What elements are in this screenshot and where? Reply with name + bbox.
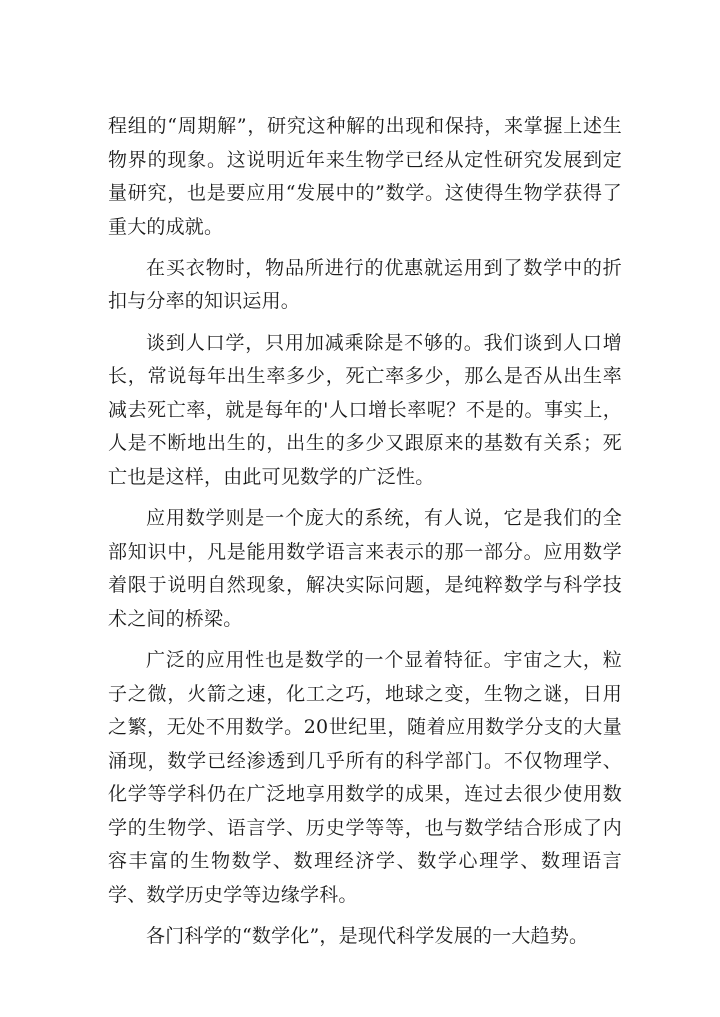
paragraph-5: 广泛的应用性也是数学的一个显着特征。宇宙之大，粒子之微，火箭之速，化工之巧，地球之变，生物之谜，日用之繁，无处不用数学。20世纪里，随着应用数学分支的大量涌现，数学已经渗透到几乎所有的科学部门。不仅物理学、化学等学科仍在广泛地享用数学的成果，连过去很少使用数学的生物学、语言学、历史学等等，也与数学结合形成了内容丰富的生物数学、数理经济学、数学心理学、数理语言学、数学历史学等边缘学科。 xyxy=(108,648,622,907)
paragraph-4: 应用数学则是一个庞大的系统，有人说，它是我们的全部知识中，凡是能用数学语言来表示的那一部分。应用数学着限于说明自然现象，解决实际问题，是纯粹数学与科学技术之间的桥梁。 xyxy=(108,507,622,630)
paragraph-1: 程组的“周期解”，研究这种解的出现和保持，来掌握上述生物界的现象。这说明近年来生物学已经从定性研究发展到定量研究，也是要应用“发展中的”数学。这使得生物学获得了重大的成就。 xyxy=(108,115,622,238)
document-body xyxy=(108,110,622,961)
paragraph-2: 在买衣物时，物品所进行的优惠就运用到了数学中的折扣与分率的知识运用。 xyxy=(108,256,622,313)
paragraph-6: 各门科学的“数学化”，是现代科学发展的一大趋势。 xyxy=(146,925,589,948)
paragraph-3: 谈到人口学，只用加减乘除是不够的。我们谈到人口增长，常说每年出生率多少，死亡率多少，那么是否从出生率减去死亡率，就是每年的'人口增长率呢？不是的。事实上，人是不断地出生的，出生的多少又跟原来的基数有关系；死亡也是这样，由此可见数学的广泛性。 xyxy=(108,331,622,488)
